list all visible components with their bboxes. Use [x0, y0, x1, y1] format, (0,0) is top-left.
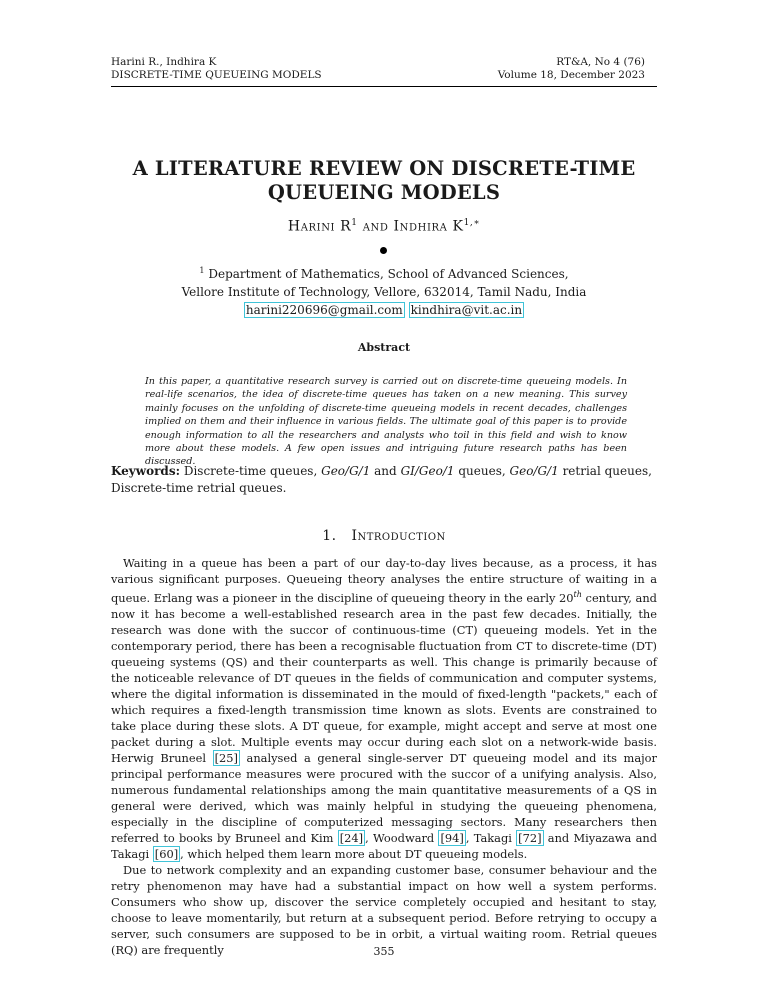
header-volume-date: Volume 18, December 2023 [497, 69, 645, 81]
author-list [111, 218, 657, 235]
p1-text-g: , which helped them learn more about DT queueing models. [180, 846, 528, 861]
email-link-1[interactable]: harini220696@gmail.com [245, 303, 403, 317]
affil-mark: 1 [199, 266, 205, 275]
author-1-affil-mark: 1 [351, 218, 358, 228]
p1-text-d: , Woodward [365, 830, 439, 845]
title-line-2: QUEUEING MODELS [267, 181, 501, 204]
citation-24[interactable]: [24] [339, 830, 364, 845]
running-header-right [498, 56, 645, 82]
p1-text-c: analysed a general single-server DT queueing model and its major principal performance measures were procured with the succor of a unifying analysis. Also, numerous fundamental relationships among the main quantitative measurements of a QS in general were derived, which was mainly helpful in studying the queueing phenomena, especially in the discipline of computerized messaging sectors. Many researchers then referred to books by Bruneel and Kim [111, 750, 657, 845]
running-header-left [111, 56, 322, 82]
title-line-1: A LITERATURE REVIEW ON DISCRETE-TIME [132, 157, 636, 180]
author-2: Indhira K [393, 218, 464, 235]
header-journal-issue: RT&A, No 4 (76) [556, 56, 645, 68]
citation-94[interactable]: [94] [440, 830, 464, 845]
p1-text-f: and Miyazawa and Takagi [111, 830, 657, 861]
keywords-math-2: GI/Geo/1 [400, 464, 455, 478]
paper-title [111, 157, 657, 205]
keywords-text-3: queues, [458, 464, 506, 478]
citation-60[interactable]: [60] [154, 846, 179, 861]
keywords-text-4: retrial queues, Discrete-time retrial queues. [111, 464, 652, 495]
paragraph-2: Due to network complexity and an expanding customer base, consumer behaviour and the retry phenomenon may have had a substantial impact on how well a system performs. Consumers who show up, discover the service completely occupied and hesitant to stay, choose to leave momentarily, but return at a subsequent period. Before retrying to occupy a server, such consumers are supposed to be in orbit, a virtual waiting room. Retrial queues (RQ) are frequently [111, 862, 657, 957]
abstract-text: In this paper, a quantitative research survey is carried out on discrete-time queueing models. In real-life scenarios, the idea of discrete-time queues has taken on a new meaning. This survey mainly focuses on the unfolding of discrete-time queueing models in recent decades, challenges implied on them and their influence in various fields. The ultimate goal of this paper is to provide enough information to all the researchers and analysts who toil in this field and wish to know more about these models. A few open issues and intriguing future research paths has been discussed. [145, 376, 627, 468]
affil-institution: Vellore Institute of Technology, Vellore, 632014, Tamil Nadu, India [181, 285, 587, 299]
header-rule [111, 86, 657, 87]
abstract-heading: Abstract [357, 341, 411, 354]
affiliation [111, 262, 657, 319]
p1-text-b: century, and now it has become a well-established research area in the past few decades. Initially, the research was done with the succor of continuous-time (CT) queueing models. Yet in the contemporary period, there has been a recognisable fluctuation from CT to discrete-time (DT) queueing systems (QS) and their counterparts as well. This change is primarily because of the noticeable relevance of DT queues in the fields of communication and computer systems, where the digital information is disseminated in the mould of fixed-length "packets," each of which requires a fixed-length transmission time known as slots. Events are constrained to take place during these slots. A DT queue, for example, might accept and serve at most one packet during a slot. Multiple events may occur during each slot on a network-wide basis. Herwig Bruneel [111, 590, 657, 765]
header-authors: Harini R., Indhira K [111, 56, 217, 68]
paragraph-1 [111, 555, 657, 862]
keywords-math-3: Geo/G/1 [509, 464, 559, 478]
keywords-text-2: and [374, 464, 397, 478]
author-1: Harini R [287, 218, 352, 235]
keywords [111, 463, 657, 497]
separator-bullet [380, 247, 387, 254]
body-text [111, 555, 657, 958]
page-number: 355 [373, 945, 395, 958]
header-short-title: DISCRETE-TIME QUEUEING MODELS [111, 69, 322, 81]
author-2-affil-mark: 1,∗ [463, 218, 481, 228]
keywords-text-1: Discrete-time queues, [183, 464, 318, 478]
affil-department: Department of Mathematics, School of Advanced Sciences, [208, 267, 569, 281]
citation-25[interactable]: [25] [214, 750, 238, 765]
author-conjunction: and [362, 218, 389, 235]
p1-text-e: , Takagi [465, 830, 517, 845]
p1-superscript: th [573, 590, 582, 599]
email-link-2[interactable]: kindhira@vit.ac.in [410, 303, 523, 317]
keywords-label: Keywords: [111, 464, 181, 478]
citation-72[interactable]: [72] [518, 830, 542, 845]
p1-text-a: Waiting in a queue has been a part of our day-to-day lives because, as a process, it has various significant purposes. Queueing theory analyses the entire structure of waiting in a queue. Erlang was a pioneer in the discipline of queueing theory in the early 20 [111, 556, 657, 605]
section-number: 1. [322, 528, 337, 544]
section-title: Introduction [351, 528, 446, 544]
section-heading [111, 528, 657, 544]
keywords-math-1: Geo/G/1 [321, 464, 371, 478]
